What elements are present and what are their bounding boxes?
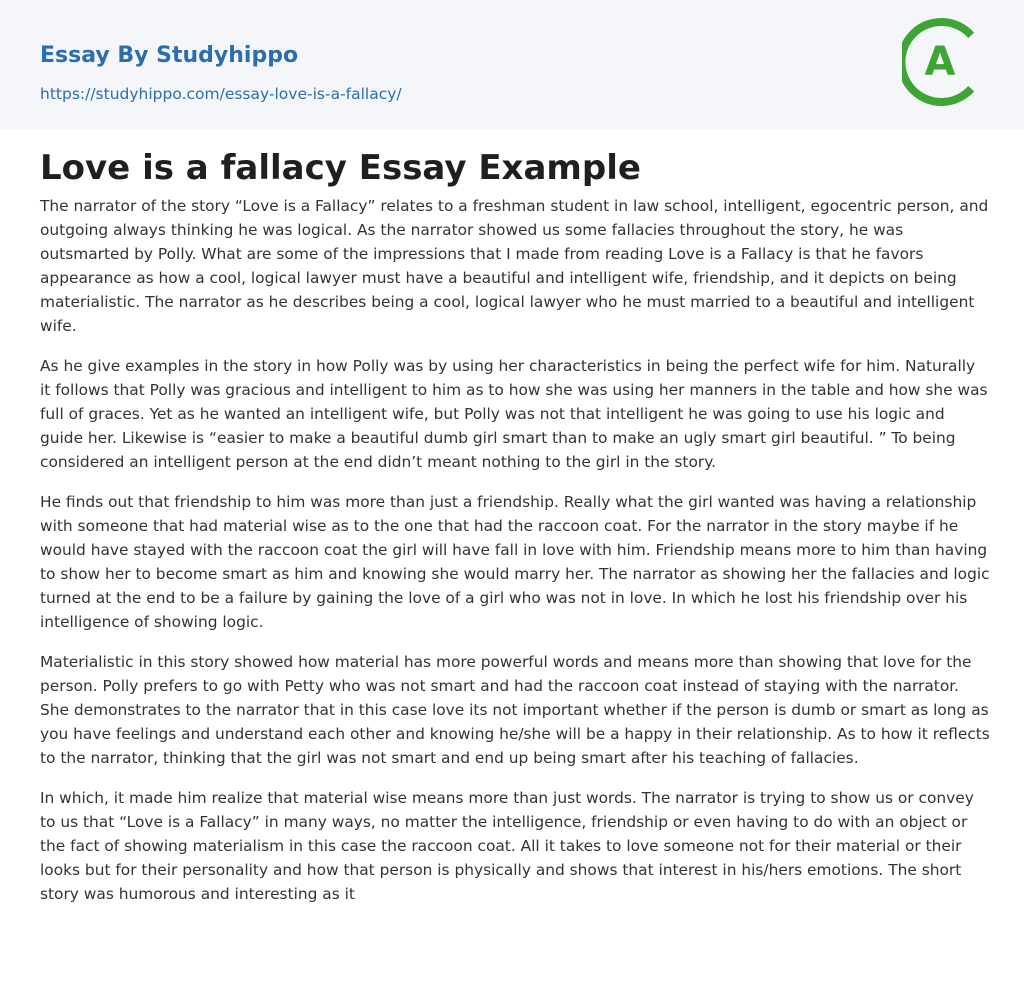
site-header (0, 0, 1024, 129)
logo-letter: A (924, 39, 956, 85)
essay-paragraph: The narrator of the story “Love is a Fallacy” relates to a freshman student in law school, intelligent, egocentric person, and outgoing always thinking he was logical. As the narrator showed us some fallacies throughout the story, he was outsmarted by Polly. What are some of the impressions that I made from reading Love is a Fallacy is that he favors appearance as how a cool, logical lawyer must have a beautiful and intelligent wife, friendship, and it depicts on being materialistic. The narrator as he describes being a cool, logical lawyer who he must married to a beautiful and intelligent wife. (40, 197, 989, 335)
brand-title[interactable]: Essay By Studyhippo (40, 43, 299, 68)
essay-paragraph: He finds out that friendship to him was more than just a friendship. Really what the girl wanted was having a relationship with someone that had material wise as to the one that had the raccoon coat. For the narrator in the story maybe if he would have stayed with the raccoon coat the girl will have fall in love with him. Friendship means more to him than having to show her to become smart as him and knowing she would marry her. The narrator as showing her the fallacies and logic turned at the end to be a failure by gaining the love of a girl who was not in love. In which he lost his friendship over his intelligence of showing logic. (40, 493, 990, 631)
essay-paragraph: Materialistic in this story showed how material has more powerful words and means more than showing that love for the person. Polly prefers to go with Petty who was not smart and had the raccoon coat instead of staying with the narrator. She demonstrates to the narrator that in this case love its not important whether if the person is dumb or smart as long as you have feelings and understand each other and knowing he/she will be a happy in their relationship. As to how it reflects to the narrator, thinking that the girl was not smart and end up being smart after his teaching of fallacies. (40, 653, 990, 767)
studyhippo-logo-icon[interactable] (902, 18, 990, 106)
essay-paragraph: As he give examples in the story in how Polly was by using her characteristics in being the perfect wife for him. Naturally it follows that Polly was gracious and intelligent to him as to how she was using her manners in the table and how she was full of graces. Yet as he wanted an intelligent wife, but Polly was not that intelligent he was going to use his logic and guide her. Likewise is “easier to make a beautiful dumb girl smart than to make an ugly smart girl beautiful. ” To being considered an intelligent person at the end didn’t meant nothing to the girl in the story. (40, 357, 988, 471)
essay-paragraph: In which, it made him realize that material wise means more than just words. The narrator is trying to show us or convey to us that “Love is a Fallacy” in many ways, no matter the intelligence, friendship or even having to do with an object or the fact of showing materialism in this case the raccoon coat. All it takes to love someone not for their material or their looks but for their personality and how that person is physically and shows that interest in his/hers emotions. The short story was humorous and interesting as it (40, 789, 974, 903)
page-title: Love is a fallacy Essay Example (40, 148, 641, 188)
essay-body (40, 194, 990, 922)
essay-url-link[interactable]: https://studyhippo.com/essay-love-is-a-fallacy/ (40, 85, 402, 103)
